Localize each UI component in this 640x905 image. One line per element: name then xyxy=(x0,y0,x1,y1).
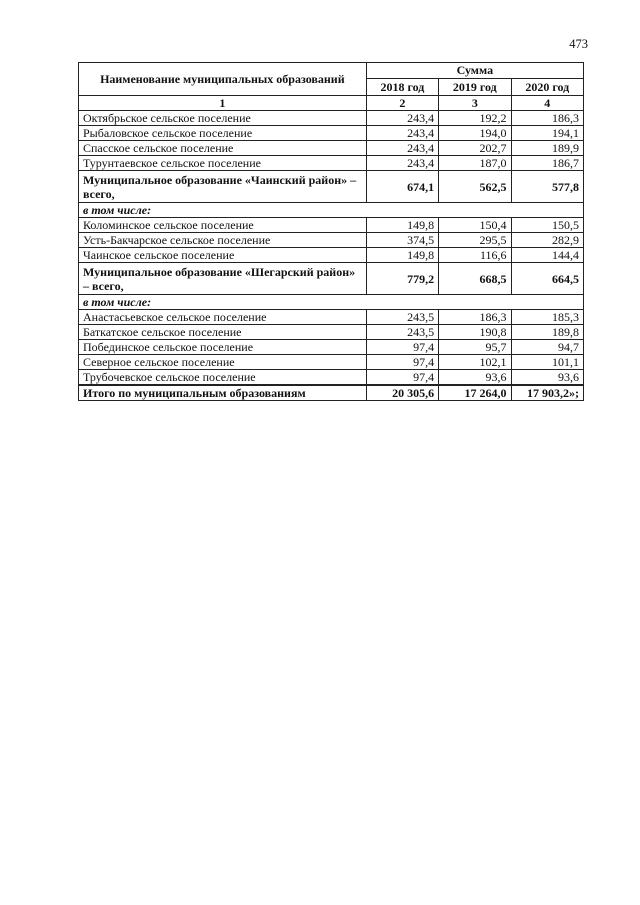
value-cell: 562,5 xyxy=(439,171,511,203)
value-cell: 243,5 xyxy=(366,325,438,340)
value-cell: 95,7 xyxy=(439,340,511,355)
value-cell: 243,5 xyxy=(366,310,438,325)
table-body xyxy=(79,111,584,401)
value-cell: 282,9 xyxy=(511,233,583,248)
value-cell: 97,4 xyxy=(366,370,438,386)
value-cell: 93,6 xyxy=(511,370,583,386)
column-number: 2 xyxy=(366,96,438,111)
value-cell: 664,5 xyxy=(511,263,583,295)
table-row xyxy=(79,141,584,156)
row-name: Октябрьское сельское поселение xyxy=(79,111,367,126)
value-cell: 101,1 xyxy=(511,355,583,370)
row-name: Северное сельское поселение xyxy=(79,355,367,370)
table-row xyxy=(79,126,584,141)
value-cell: 17 903,2»; xyxy=(511,385,583,401)
row-name: Усть-Бакчарское сельское поселение xyxy=(79,233,367,248)
table-row xyxy=(79,156,584,171)
value-cell: 190,8 xyxy=(439,325,511,340)
value-cell: 243,4 xyxy=(366,111,438,126)
table-row xyxy=(79,355,584,370)
district-total-row xyxy=(79,263,584,295)
value-cell: 243,4 xyxy=(366,126,438,141)
district-total-row xyxy=(79,171,584,203)
value-cell: 189,9 xyxy=(511,141,583,156)
value-cell: 116,6 xyxy=(439,248,511,263)
value-cell: 189,8 xyxy=(511,325,583,340)
value-cell: 17 264,0 xyxy=(439,385,511,401)
table-row xyxy=(79,325,584,340)
value-cell: 192,2 xyxy=(439,111,511,126)
row-name: Побединское сельское поселение xyxy=(79,340,367,355)
table-row xyxy=(79,310,584,325)
row-name: Трубочевское сельское поселение xyxy=(79,370,367,386)
value-cell: 577,8 xyxy=(511,171,583,203)
value-cell: 149,8 xyxy=(366,248,438,263)
value-cell: 149,8 xyxy=(366,218,438,233)
value-cell: 295,5 xyxy=(439,233,511,248)
value-cell: 186,7 xyxy=(511,156,583,171)
row-name: Чаинское сельское поселение xyxy=(79,248,367,263)
grand-total-row xyxy=(79,385,584,401)
value-cell: 185,3 xyxy=(511,310,583,325)
subheading-row xyxy=(79,295,584,310)
budget-table xyxy=(78,62,584,401)
table-row xyxy=(79,111,584,126)
value-cell: 94,7 xyxy=(511,340,583,355)
header-sum: Сумма xyxy=(366,63,583,79)
row-name: Баткатское сельское поселение xyxy=(79,325,367,340)
value-cell: 194,0 xyxy=(439,126,511,141)
column-number: 1 xyxy=(79,96,367,111)
header-year-2020: 2020 год xyxy=(511,78,583,95)
table-row xyxy=(79,233,584,248)
row-name: Турунтаевское сельское поселение xyxy=(79,156,367,171)
value-cell: 243,4 xyxy=(366,141,438,156)
value-cell: 202,7 xyxy=(439,141,511,156)
value-cell: 97,4 xyxy=(366,340,438,355)
value-cell: 102,1 xyxy=(439,355,511,370)
value-cell: 674,1 xyxy=(366,171,438,203)
table-row xyxy=(79,248,584,263)
row-name: Коломинское сельское поселение xyxy=(79,218,367,233)
value-cell: 93,6 xyxy=(439,370,511,386)
row-name: Рыбаловское сельское поселение xyxy=(79,126,367,141)
value-cell: 187,0 xyxy=(439,156,511,171)
row-name: Муниципальное образование «Чаинский район» – всего, xyxy=(79,171,367,203)
header-year-2019: 2019 год xyxy=(439,78,511,95)
column-number: 3 xyxy=(439,96,511,111)
value-cell: 186,3 xyxy=(511,111,583,126)
subheading-row xyxy=(79,203,584,218)
value-cell: 186,3 xyxy=(439,310,511,325)
value-cell: 668,5 xyxy=(439,263,511,295)
row-name: Анастасьевское сельское поселение xyxy=(79,310,367,325)
header-year-2018: 2018 год xyxy=(366,78,438,95)
table-row xyxy=(79,218,584,233)
value-cell: 97,4 xyxy=(366,355,438,370)
row-name: в том числе: xyxy=(79,295,584,310)
row-name: Итого по муниципальным образованиям xyxy=(79,385,367,401)
header-name-column: Наименование муниципальных образований xyxy=(79,63,367,96)
value-cell: 194,1 xyxy=(511,126,583,141)
column-number: 4 xyxy=(511,96,583,111)
value-cell: 144,4 xyxy=(511,248,583,263)
value-cell: 150,5 xyxy=(511,218,583,233)
value-cell: 150,4 xyxy=(439,218,511,233)
value-cell: 20 305,6 xyxy=(366,385,438,401)
table-row xyxy=(79,340,584,355)
table-row xyxy=(79,370,584,386)
value-cell: 243,4 xyxy=(366,156,438,171)
row-name: в том числе: xyxy=(79,203,584,218)
value-cell: 374,5 xyxy=(366,233,438,248)
row-name: Муниципальное образование «Шегарский район» – всего, xyxy=(79,263,367,295)
row-name: Спасское сельское поселение xyxy=(79,141,367,156)
page-number: 473 xyxy=(569,37,588,51)
value-cell: 779,2 xyxy=(366,263,438,295)
